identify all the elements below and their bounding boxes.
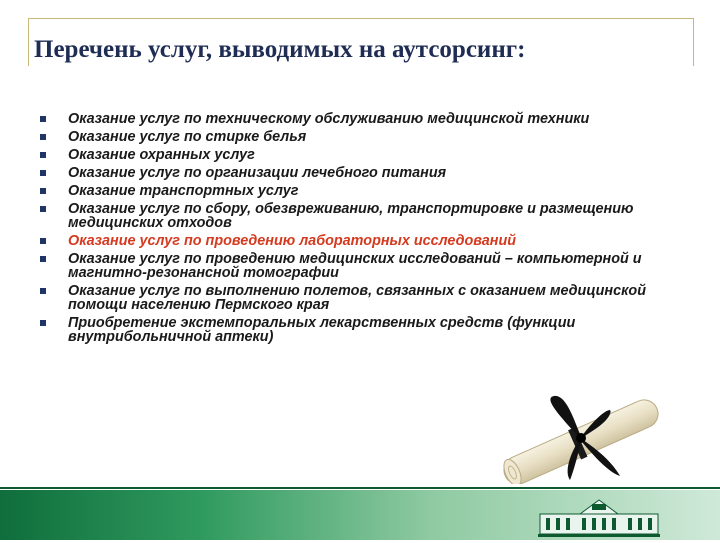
list-item-text: Оказание услуг по выполнению полетов, связанных с оказанием медицинской помощи населению Пермского края [68, 283, 647, 313]
square-bullet-icon [40, 188, 46, 194]
building-logo-icon [534, 494, 664, 543]
list-item [40, 184, 680, 198]
list-item [40, 166, 680, 180]
square-bullet-icon [40, 320, 46, 326]
list-item-text: Оказание охранных услуг [68, 147, 255, 163]
list-item [40, 316, 680, 344]
title-frame-right [693, 18, 694, 66]
list-item-text: Оказание услуг по сбору, обезвреживанию, транспортировке и размещению медицинских отходов [68, 201, 634, 231]
list-item-text: Оказание транспортных услуг [68, 183, 299, 199]
square-bullet-icon [40, 116, 46, 122]
list-item [40, 112, 680, 126]
list-item-text: Оказание услуг по стирке белья [68, 129, 307, 145]
title-frame-left [28, 18, 29, 66]
list-item-text: Оказание услуг по организации лечебного питания [68, 165, 447, 181]
square-bullet-icon [40, 206, 46, 212]
rolled-diploma-with-ribbon-icon [486, 392, 676, 489]
list-item-text: Оказание услуг по проведению медицинских исследований – компьютерной и магнитно-резонансной томографии [68, 251, 642, 281]
square-bullet-icon [40, 170, 46, 176]
square-bullet-icon [40, 256, 46, 262]
list-item [40, 130, 680, 144]
square-bullet-icon [40, 288, 46, 294]
list-item [40, 252, 680, 280]
list-item-text: Оказание услуг по проведению лабораторных исследований [68, 233, 517, 249]
title-frame-top [28, 18, 694, 19]
list-item [40, 148, 680, 162]
list-item [40, 202, 680, 230]
list-item-text: Приобретение экстемпоральных лекарственных средств (функции внутрибольничной аптеки) [68, 315, 576, 345]
square-bullet-icon [40, 238, 46, 244]
square-bullet-icon [40, 134, 46, 140]
slide-title: Перечень услуг, выводимых на аутсорсинг: [34, 36, 526, 63]
list-item-text: Оказание услуг по техническому обслуживанию медицинской техники [68, 111, 590, 127]
square-bullet-icon [40, 152, 46, 158]
footer-divider [0, 487, 720, 489]
services-list [40, 112, 680, 348]
list-item [40, 284, 680, 312]
list-item-highlighted [40, 234, 680, 248]
